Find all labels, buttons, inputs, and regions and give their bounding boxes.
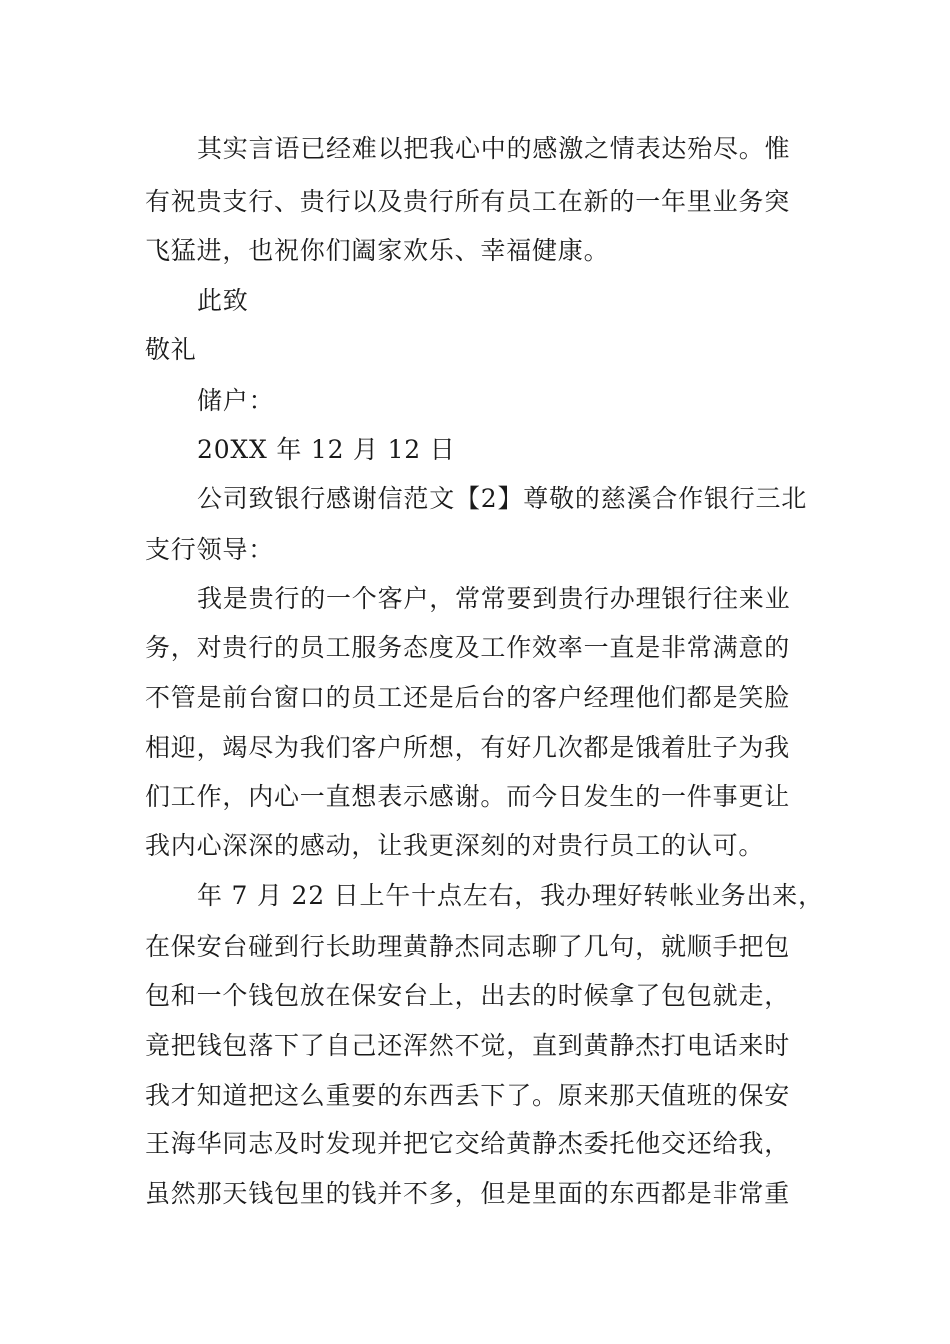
text-line: 包和一个钱包放在保安台上，出去的时候拿了包包就走， <box>145 981 791 1010</box>
text-line: 年 7 月 22 日上午十点左右，我办理好转帐业务出来， <box>197 881 824 910</box>
text-line: 不管是前台窗口的员工还是后台的客户经理他们都是笑脸 <box>145 683 791 712</box>
signature-label: 储户： <box>197 386 275 415</box>
text-line: 竟把钱包落下了自己还浑然不觉，直到黄静杰打电话来时 <box>145 1031 791 1060</box>
text-line: 我才知道把这么重要的东西丢下了。原来那天值班的保安 <box>145 1081 791 1110</box>
text-line: 我内心深深的感动，让我更深刻的对贵行员工的认可。 <box>145 831 765 860</box>
text-line: 们工作，内心一直想表示感谢。而今日发生的一件事更让 <box>145 782 791 811</box>
text-line: 飞猛进，也祝你们阖家欢乐、幸福健康。 <box>145 236 610 265</box>
text-line: 有祝贵支行、贵行以及贵行所有员工在新的一年里业务突 <box>145 187 791 216</box>
recipient-line: 支行领导： <box>145 535 275 564</box>
text-line: 虽然那天钱包里的钱并不多，但是里面的东西都是非常重 <box>145 1179 791 1208</box>
text-line: 在保安台碰到行长助理黄静杰同志聊了几句，就顺手把包 <box>145 932 791 961</box>
text-line: 王海华同志及时发现并把它交给黄静杰委托他交还给我， <box>145 1129 791 1158</box>
letter-date: 20XX 年 12 月 12 日 <box>197 435 456 464</box>
text-line: 其实言语已经难以把我心中的感激之情表达殆尽。惟 <box>197 134 791 163</box>
text-line: 我是贵行的一个客户，常常要到贵行办理银行往来业 <box>197 584 791 613</box>
closing-respect: 敬礼 <box>145 335 197 364</box>
section-heading: 公司致银行感谢信范文【2】尊敬的慈溪合作银行三北 <box>197 484 808 513</box>
closing-salutation: 此致 <box>197 286 249 315</box>
text-line: 相迎，竭尽为我们客户所想，有好几次都是饿着肚子为我 <box>145 733 791 762</box>
text-line: 务，对贵行的员工服务态度及工作效率一直是非常满意的 <box>145 633 791 662</box>
